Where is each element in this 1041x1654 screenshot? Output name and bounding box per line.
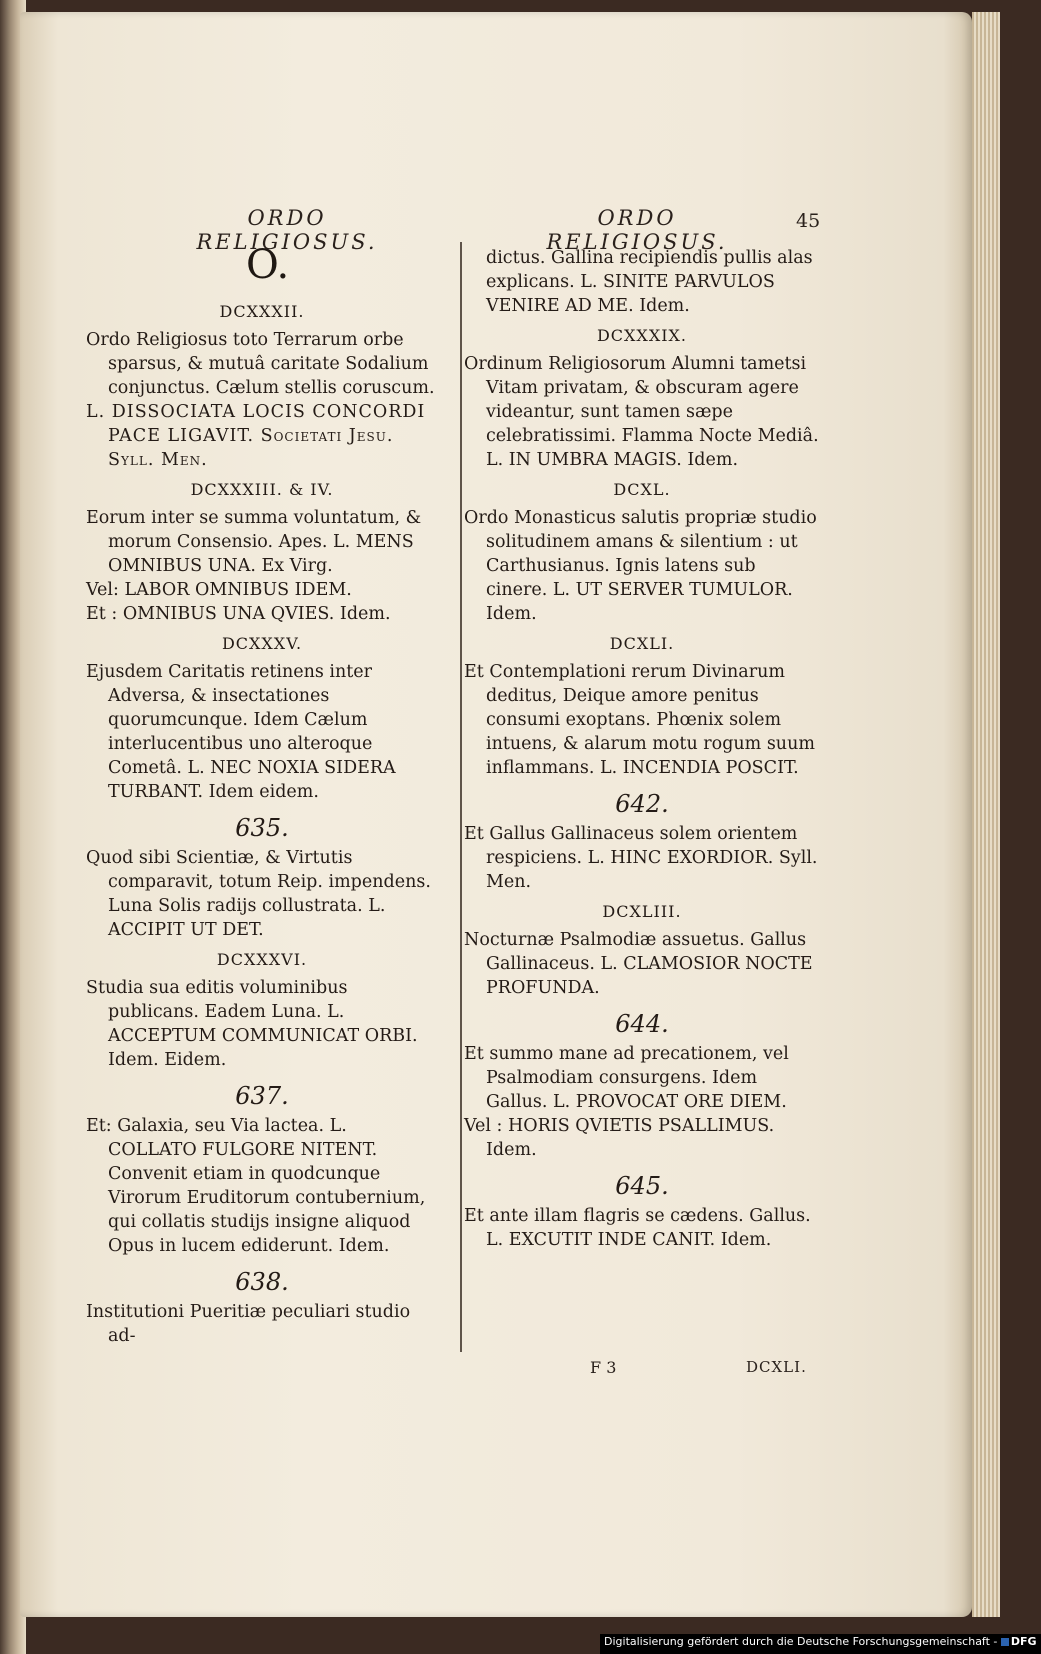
- entry-text: Institutioni Pueritiæ peculiari studio ad-: [86, 1302, 411, 1346]
- entry-number: DCXL.: [613, 480, 671, 499]
- dfg-logo: DFG: [1010, 1635, 1037, 1648]
- entry: [464, 1174, 820, 1252]
- entry-text: Et: Galaxia, seu Via lactea. L. COLLATO FULGORE NITENT. Convenit etiam in quodcunque Virorum Eruditorum contubernium, qui collatis studijs insigne aliquod Opus in lucem ediderunt. Idem.: [86, 1116, 426, 1256]
- entry-number: DCXXXIII. & IV.: [190, 480, 334, 499]
- entry: [464, 478, 820, 626]
- entry-text: Et ante illam flagris se cædens. Gallus. L. EXCUTIT INDE CANIT. Idem.: [464, 1206, 811, 1250]
- running-header-right: ORDO RELIGIOSUS.: [546, 206, 728, 254]
- entry-number: DCXXXII.: [219, 302, 305, 321]
- entry: [86, 632, 438, 804]
- entry-text: Ejusdem Caritatis retinens inter Adversa, & insectationes quorumcunque. Idem Cælum interlucentibus uno alteroque Cometâ. L. NEC NOXIA SIDERA TURBANT. Idem eidem.: [86, 662, 396, 802]
- entry-text: Ordo Monasticus salutis propriæ studio solitudinem amans & silentium : ut Carthusianus. Ignis latens sub cinere. L. UT SERVER TUMULOR. Idem.: [464, 508, 817, 624]
- entry-number: DCXLI.: [609, 634, 675, 653]
- right-column: [464, 246, 820, 1252]
- catchword: DCXLI.: [746, 1358, 807, 1376]
- entry: [464, 900, 820, 1000]
- section-letter: O.: [246, 242, 290, 288]
- running-header-left: ORDO RELIGIOSUS.: [196, 206, 378, 254]
- digitization-credit: [600, 1634, 1041, 1654]
- entry-number: 637.: [235, 1082, 289, 1110]
- page-number: 45: [796, 210, 821, 232]
- entry-text: Et Contemplationi rerum Divinarum deditus, Deique amore penitus consumi exoptans. Phœnix solem intuens, & alarum motu rogum suum inflammans. L. INCENDIA POSCIT.: [464, 662, 815, 778]
- entry: [86, 948, 438, 1072]
- entry-number: 645.: [615, 1172, 669, 1200]
- entry: [464, 1012, 820, 1162]
- entry-text: Ordinum Religiosorum Alumni tametsi Vitam privatam, & obscuram agere videantur, sunt tamen sæpe celebratissimi. Flamma Nocte Mediâ. L. IN UMBRA MAGIS. Idem.: [464, 354, 819, 470]
- entry-text: Et summo mane ad precationem, vel Psalmodiam consurgens. Idem Gallus. L. PROVOCAT ORE DIEM.: [464, 1044, 789, 1112]
- entry-text: Studia sua editis voluminibus publicans. Eadem Luna. L. ACCEPTUM COMMUNICAT ORBI. Idem. Eidem.: [86, 978, 418, 1070]
- entry-number: DCXXXVI.: [216, 950, 308, 969]
- entry: [86, 1270, 438, 1348]
- entry-text: Et Gallus Gallinaceus solem orientem respiciens. L. HINC EXORDIOR. Syll. Men.: [464, 824, 818, 892]
- entry: [464, 246, 820, 318]
- entry-text: Eorum inter se summa voluntatum, & morum Consensio. Apes. L. MENS OMNIBUS UNA. Ex Virg.: [86, 508, 422, 576]
- entry: [86, 300, 438, 472]
- entry-number: DCXXXV.: [221, 634, 303, 653]
- entry-number: 635.: [235, 814, 289, 842]
- entry: [464, 792, 820, 894]
- signature-mark: F 3: [590, 1358, 617, 1377]
- entry-text: dictus. Gallina recipiendis pullis alas explicans. L. SINITE PARVULOS VENIRE AD ME. Idem.: [486, 248, 813, 316]
- entry: [86, 478, 438, 626]
- dfg-logo-icon: [1001, 1638, 1009, 1646]
- entry-number: 638.: [235, 1268, 289, 1296]
- entry-motto: L. DISSOCIATA LOCIS CONCORDI PACE LIGAVIT. Societati Jesu. Syll. Men.: [86, 402, 426, 470]
- left-column: [86, 294, 438, 1348]
- entry-number: 644.: [615, 1010, 669, 1038]
- entry-vel: Vel : HORIS QVIETIS PSALLIMUS. Idem.: [464, 1116, 775, 1160]
- entry-number: 642.: [615, 790, 669, 818]
- entry-number: DCXLIII.: [602, 902, 682, 921]
- entry-text: Quod sibi Scientiæ, & Virtutis comparavit, totum Reip. impendens. Luna Solis radijs collustrata. L. ACCIPIT UT DET.: [86, 848, 431, 940]
- entry-text: Ordo Religiosus toto Terrarum orbe sparsus, & mutuâ caritate Sodalium conjunctus. Cælum stellis coruscum.: [86, 330, 435, 398]
- entry-et: Et : OMNIBUS UNA QVIES. Idem.: [86, 604, 391, 624]
- entry-vel: Vel: LABOR OMNIBUS IDEM.: [86, 580, 352, 600]
- entry: [464, 632, 820, 780]
- credit-text: Digitalisierung gefördert durch die Deutsche Forschungsgemeinschaft -: [604, 1635, 998, 1648]
- entry: [86, 816, 438, 942]
- entry: [86, 1084, 438, 1258]
- entry-text: Nocturnæ Psalmodiæ assuetus. Gallus Gallinaceus. L. CLAMOSIOR NOCTE PROFUNDA.: [464, 930, 813, 998]
- column-divider: [460, 242, 462, 1352]
- page-edges: [972, 12, 1000, 1617]
- entry: [464, 324, 820, 472]
- entry-number: DCXXXIX.: [596, 326, 688, 345]
